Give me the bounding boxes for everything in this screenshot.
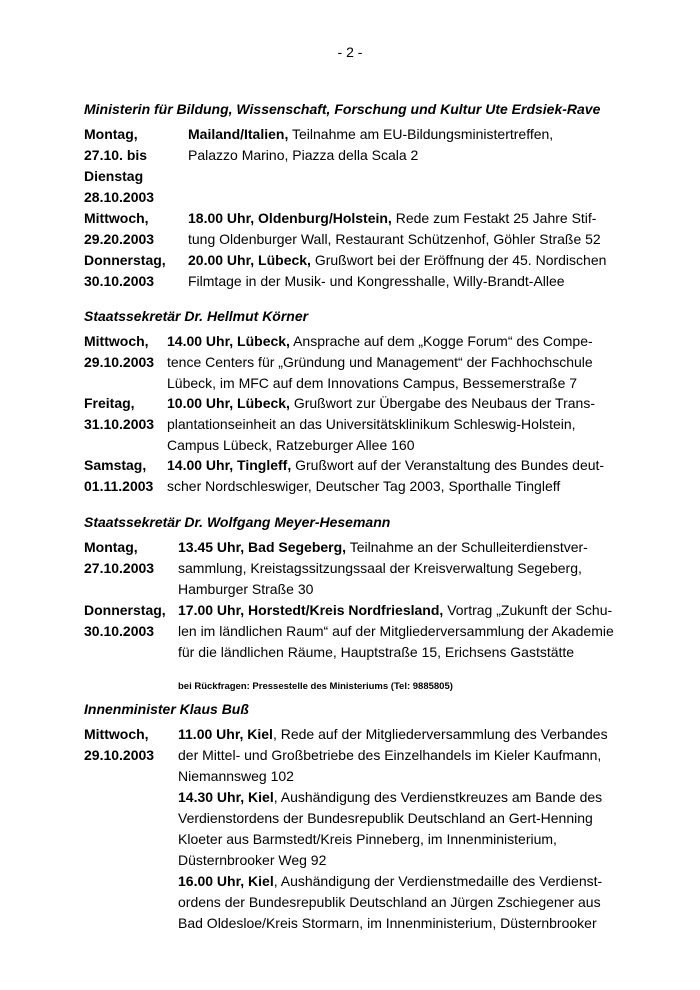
entry-line — [178, 601, 612, 619]
entry-time-place: 18.00 Uhr, Oldenburg/Holstein, — [188, 210, 392, 226]
entry-text: ordens der Bundesrepublik Deutschland an Jürgen Zschiegener aus — [178, 894, 601, 910]
entry-text: Verdienstordens der Bundesrepublik Deutschland an Gert-Henning — [178, 810, 593, 826]
entry-text: Kloeter aus Barmstedt/Kreis Pinneberg, im Innenministerium, — [178, 831, 557, 847]
contact-note: bei Rückfragen: Pressestelle des Ministeriums (Tel: 9885805) — [178, 681, 453, 692]
entry-date: Dienstag — [84, 168, 144, 184]
entry-date: 27.10. bis — [84, 147, 148, 163]
entry-text: Grußwort auf der Veranstaltung des Bundes deut- — [291, 457, 605, 473]
section-heading: Staatssekretär Dr. Hellmut Körner — [84, 308, 309, 324]
entry-text: Teilnahme an der Schulleiterdienstver- — [346, 539, 588, 555]
entry-time-place: 14.00 Uhr, Tingleff, — [167, 457, 292, 473]
entry-line — [178, 746, 601, 764]
entry-text: sammlung, Kreistagssitzungssaal der Kreisverwaltung Segeberg, — [178, 560, 582, 576]
entry-text: , Rede auf der Mitgliederversammlung des Verbandes — [272, 726, 608, 742]
entry-line — [188, 230, 601, 248]
entry-text: len im ländlichen Raum“ auf der Mitgliederversammlung der Akademie — [178, 623, 614, 639]
entry-line — [167, 436, 414, 454]
entry-text: , Aushändigung der Verdienstmedaille des Verdienst- — [273, 873, 603, 889]
entry-line — [178, 914, 597, 932]
entry-text: Palazzo Marino, Piazza della Scala 2 — [188, 147, 419, 163]
entry-text: tung Oldenburger Wall, Restaurant Schützenhof, Göhler Straße 52 — [188, 231, 601, 247]
entry-time-place: 17.00 Uhr, Horstedt/Kreis Nordfriesland, — [178, 602, 444, 618]
entry-time-place: 10.00 Uhr, Lübeck, — [167, 395, 290, 411]
entry-line — [178, 893, 601, 911]
entry-text: Düsternbrooker Weg 92 — [178, 852, 327, 868]
entry-text: Ansprache auf dem „Kogge Forum“ des Compe- — [289, 333, 593, 349]
entry-text: Bad Oldesloe/Kreis Stormarn, im Innenministerium, Düsternbrooker — [178, 915, 597, 931]
entry-text: Vortrag „Zukunft der Schu- — [443, 602, 613, 618]
entry-line — [178, 872, 602, 890]
entry-line — [167, 415, 576, 433]
entry-line — [178, 622, 614, 640]
entry-text: Teilnahme am EU-Bildungsministertreffen, — [288, 126, 554, 142]
entry-date: 31.10.2003 — [84, 416, 155, 432]
entry-date: 28.10.2003 — [84, 189, 155, 205]
entry-time-place: 20.00 Uhr, Lübeck, — [188, 252, 311, 268]
entry-text: Grußwort zur Übergabe des Neubaus der Trans- — [289, 395, 595, 411]
entry-line — [178, 643, 574, 661]
entry-date: 29.20.2003 — [84, 231, 155, 247]
entry-line — [188, 209, 596, 227]
entry-line — [178, 538, 588, 556]
entry-date: Mittwoch, — [84, 726, 149, 742]
entry-text: plantationseinheit an das Universitätsklinikum Schleswig-Holstein, — [167, 416, 576, 432]
entry-time-place: 14.30 Uhr, Kiel — [178, 789, 274, 805]
entry-text: Campus Lübeck, Ratzeburger Allee 160 — [167, 437, 415, 453]
entry-date: Donnerstag, — [84, 252, 166, 268]
entry-time-place: 14.00 Uhr, Lübeck, — [167, 333, 290, 349]
entry-line — [188, 125, 553, 143]
section-heading: Staatssekretär Dr. Wolfgang Meyer-Hesemann — [84, 514, 391, 530]
entry-text: für die ländlichen Räume, Hauptstraße 15, Erichsens Gaststätte — [178, 644, 575, 660]
entry-text: , Aushändigung des Verdienstkreuzes am Bande des — [273, 789, 603, 805]
entry-text: Grußwort bei der Eröffnung der 45. Nordischen — [310, 252, 607, 268]
entry-date: 30.10.2003 — [84, 273, 155, 289]
entry-line — [167, 332, 593, 350]
entry-line — [167, 456, 604, 474]
entry-time-place: 13.45 Uhr, Bad Segeberg, — [178, 539, 347, 555]
entry-date: 29.10.2003 — [84, 747, 155, 763]
entry-date: 29.10.2003 — [84, 354, 155, 370]
entry-line — [188, 251, 606, 269]
entry-date: Samstag, — [84, 457, 147, 473]
entry-time-place: Mailand/Italien, — [188, 126, 289, 142]
entry-line — [167, 477, 560, 495]
entry-text: Lübeck, im MFC auf dem Innovations Campus, Bessemerstraße 7 — [167, 375, 578, 391]
entry-date: Mittwoch, — [84, 210, 149, 226]
entry-line — [178, 580, 313, 598]
entry-line — [178, 851, 326, 869]
entry-line — [178, 559, 582, 577]
page-number: - 2 - — [337, 44, 363, 60]
entry-line — [178, 809, 593, 827]
entry-line — [178, 725, 608, 743]
entry-date: 27.10.2003 — [84, 560, 155, 576]
entry-text: Filmtage in der Musik- und Kongresshalle, Willy-Brandt-Allee — [188, 273, 565, 289]
entry-date: Donnerstag, — [84, 602, 166, 618]
entry-date: Montag, — [84, 539, 138, 555]
entry-time-place: 16.00 Uhr, Kiel — [178, 873, 274, 889]
entry-text: Hamburger Straße 30 — [178, 581, 314, 597]
section-heading: Innenminister Klaus Buß — [84, 701, 249, 717]
entry-date: Freitag, — [84, 395, 135, 411]
entry-text: der Mittel- und Großbetriebe des Einzelhandels im Kieler Kaufmann, — [178, 747, 602, 763]
entry-line — [188, 272, 565, 290]
entry-line — [178, 767, 294, 785]
entry-date: 01.11.2003 — [84, 478, 154, 494]
entry-line — [188, 146, 418, 164]
entry-line — [178, 788, 602, 806]
entry-line — [167, 394, 595, 412]
entry-text: Niemannsweg 102 — [178, 768, 294, 784]
entry-time-place: 11.00 Uhr, Kiel — [178, 726, 273, 742]
entry-text: Rede zum Festakt 25 Jahre Stif- — [391, 210, 597, 226]
entry-line — [167, 374, 577, 392]
section-heading: Ministerin für Bildung, Wissenschaft, Forschung und Kultur Ute Erdsiek-Rave — [84, 101, 601, 117]
entry-text: tence Centers für „Gründung und Management“ der Fachhochschule — [167, 354, 593, 370]
entry-line — [167, 353, 593, 371]
entry-date: 30.10.2003 — [84, 623, 155, 639]
entry-line — [178, 830, 557, 848]
entry-date: Mittwoch, — [84, 333, 149, 349]
entry-text: scher Nordschleswiger, Deutscher Tag 2003, Sporthalle Tingleff — [167, 478, 561, 494]
entry-date: Montag, — [84, 126, 138, 142]
